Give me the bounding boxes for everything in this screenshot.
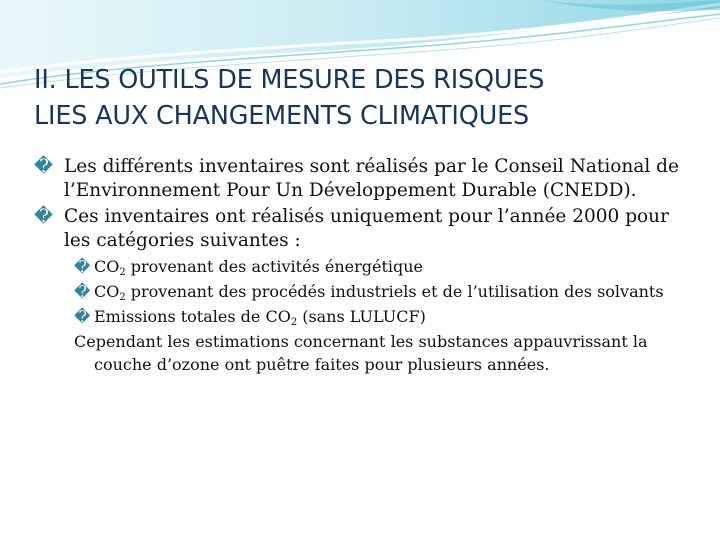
bullet-text: Ces inventaires ont réalisés uniquement pour l’année 2000 pour les catégories suivantes : (64, 206, 669, 251)
bullet-text: Les différents inventaires sont réalisés par le Conseil National de l’Environnement Pour Un Développement Durable (CNEDD). (64, 156, 679, 201)
subscript: 2 (290, 316, 298, 328)
closing-paragraph: Cependant les estimations concernant les substances appauvrissant la couche d’ozone ont puêtre faites pour plusieurs années. (74, 332, 648, 374)
sub-bullet-item (74, 280, 694, 303)
subscript: 2 (119, 291, 126, 303)
sub-bullet-text-post: provenant des procédés industriels et de l’utilisation des solvants (125, 282, 664, 301)
title-line-2: LIES AUX CHANGEMENTS CLIMATIQUES (34, 101, 529, 131)
sub-bullet-text-post: provenant des activités énergétique (125, 257, 424, 276)
bullet-icon: � (34, 156, 53, 177)
sub-bullet-text-pre: CO (94, 282, 120, 301)
bullet-item (34, 205, 694, 253)
sub-bullet-item (74, 255, 694, 278)
slide-body (34, 155, 694, 376)
slide-title (34, 62, 704, 134)
bullet-icon: � (74, 307, 91, 326)
title-line-1: II. LES OUTILS DE MESURE DES RISQUES (34, 65, 545, 95)
sub-bullet-text-pre: CO (94, 257, 120, 276)
sub-bullet-text-pre: Emissions totales de CO (94, 307, 291, 326)
sub-bullet-item (74, 305, 694, 328)
bullet-icon: � (34, 206, 53, 227)
bullet-icon: � (74, 282, 91, 301)
sub-bullet-text-post: (sans LULUCF) (297, 307, 426, 326)
bullet-item (34, 155, 694, 203)
subscript: 2 (119, 266, 126, 278)
bullet-icon: � (74, 257, 91, 276)
